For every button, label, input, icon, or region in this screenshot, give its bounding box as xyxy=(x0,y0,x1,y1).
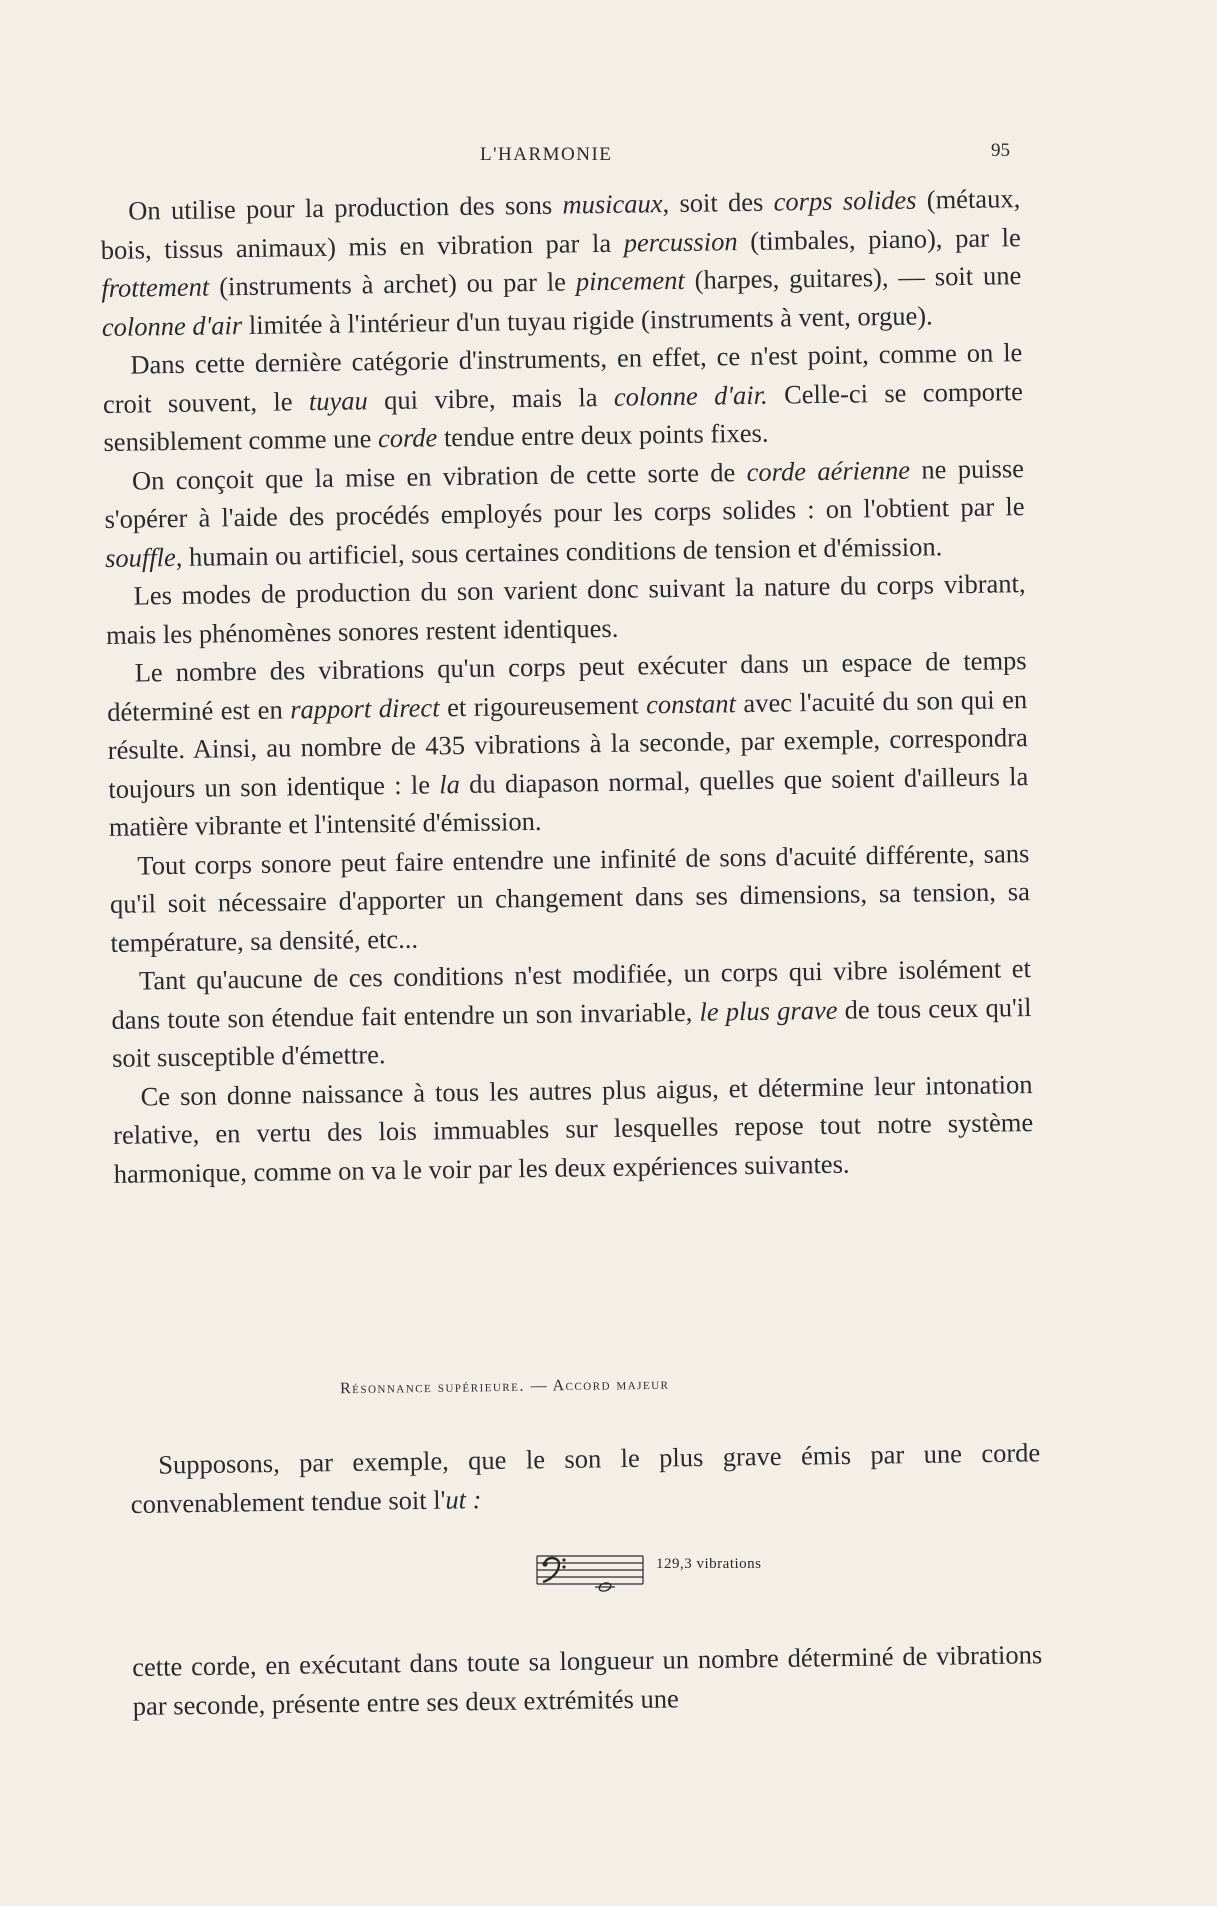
text-run: Dans cette dernière catégorie d'instruments, en effet, ce n'est point, comme on le croit souvent, le xyxy=(102,337,1023,419)
text-run: limitée à l'intérieur d'un tuyau rigide (instruments à vent, orgue). xyxy=(242,299,933,340)
text-run: Le nombre des vibrations qu'un corps peut exécuter dans un espace de temps déterminé est en xyxy=(107,645,1027,727)
italic-text-run: frottement xyxy=(101,271,210,303)
italic-text-run: ut : xyxy=(445,1483,482,1515)
text-run: qui vibre, mais la xyxy=(367,381,615,415)
text-run: avec l'acuité du son qui en résulte. Ainsi, au nombre de 435 vibrations à la seconde, par exemple, correspondra toujours un son identique : le xyxy=(107,683,1028,804)
italic-text-run: le plus grave xyxy=(699,994,838,1027)
italic-text-run: tuyau xyxy=(308,384,368,416)
text-run: , humain ou artificiel, sous certaines conditions de tension et d'émission. xyxy=(175,530,943,572)
running-head: L'HARMONIE xyxy=(480,144,613,165)
music-caption: 129,3 vibrations xyxy=(656,1556,762,1572)
text-run: Les modes de production du son varient donc suivant la nature du corps vibrant, mais les phénomènes sonores restent identiques. xyxy=(105,568,1026,650)
italic-text-run: rapport direct xyxy=(290,691,440,724)
page-header xyxy=(100,140,1010,170)
paragraph xyxy=(102,333,1024,461)
paragraph xyxy=(104,449,1026,577)
italic-text-run: corde aérienne xyxy=(746,454,911,487)
text-run: cette corde, en exécutant dans toute sa longueur un nombre déterminé de vibrations par seconde, présente entre ses deux extrémités une xyxy=(132,1639,1043,1721)
page-number: 95 xyxy=(991,140,1010,161)
italic-text-run: percussion xyxy=(623,225,738,258)
italic-text-run: souffle xyxy=(104,541,176,573)
body-text-continued xyxy=(132,1635,1043,1725)
paragraph xyxy=(111,949,1033,1077)
paragraph xyxy=(105,564,1026,654)
text-run: Ce son donne naissance à tous les autres plus aigus, et détermine leur intonation relative, en vertu des lois immuables sur lesquelles repose tout notre système harmonique, comme on va le voir par les deux expériences suivantes. xyxy=(112,1068,1034,1189)
text-run: Celle-ci se comporte sensiblement comme une xyxy=(103,375,1024,457)
italic-text-run: colonne d'air xyxy=(101,309,243,342)
italic-text-run: la xyxy=(439,768,461,799)
body-text-continued xyxy=(130,1433,1041,1523)
text-run: de tous ceux qu'il soit susceptible d'émettre. xyxy=(111,991,1032,1073)
text-run: On conçoit que la mise en vibration de cette sorte de xyxy=(131,456,747,496)
paragraph xyxy=(130,1433,1041,1523)
text-run: ne puisse s'opérer à l'aide des procédés employés pour les corps solides : on l'obtient par le xyxy=(104,452,1025,534)
body-text xyxy=(100,179,1034,1193)
italic-text-run: constant xyxy=(645,687,737,719)
section-title: Résonnance supérieure. — Accord majeur xyxy=(339,1375,670,1398)
text-run: du diapason normal, quelles que soient d'ailleurs la matière vibrante et l'intensité d'émission. xyxy=(108,760,1029,842)
text-run: Supposons, par exemple, que le son le plus grave émis par une corde convenablement tendue soit l' xyxy=(130,1437,1041,1519)
text-run: (instruments à archet) ou par le xyxy=(209,266,577,302)
paragraph xyxy=(109,834,1031,962)
italic-text-run: corde xyxy=(377,422,438,454)
text-run: (harpes, guitares), — soit une xyxy=(684,260,1022,295)
text-run: tendue entre deux points fixes. xyxy=(437,417,769,453)
italic-text-run: corps solides xyxy=(773,184,917,217)
italic-text-run: colonne d'air. xyxy=(613,379,768,412)
text-run: et rigoureusement xyxy=(439,688,647,722)
text-run: , soit des xyxy=(662,186,774,219)
paragraph xyxy=(112,1065,1034,1193)
italic-text-run: pincement xyxy=(575,264,685,297)
bass-clef-staff-icon xyxy=(535,1550,645,1592)
paragraph xyxy=(100,179,1022,346)
text-run: (métaux, bois, tissus animaux) mis en vibration par la xyxy=(100,183,1021,265)
text-run: Tout corps sonore peut faire entendre une infinité de sons d'acuité différente, sans qu'il soit nécessaire d'apporter un changement dans ses dimensions, sa tension, sa température, sa densité, etc... xyxy=(109,837,1031,958)
paragraph xyxy=(106,641,1029,846)
paragraph xyxy=(132,1635,1043,1725)
text-run: (timbales, piano), par le xyxy=(737,221,1021,256)
italic-text-run: musicaux xyxy=(562,188,663,220)
text-run: Tant qu'aucune de ces conditions n'est modifiée, un corps qui vibre isolément et dans toute son étendue fait entendre un son invariable, xyxy=(111,953,1032,1035)
text-run: On utilise pour la production des sons xyxy=(128,189,563,226)
